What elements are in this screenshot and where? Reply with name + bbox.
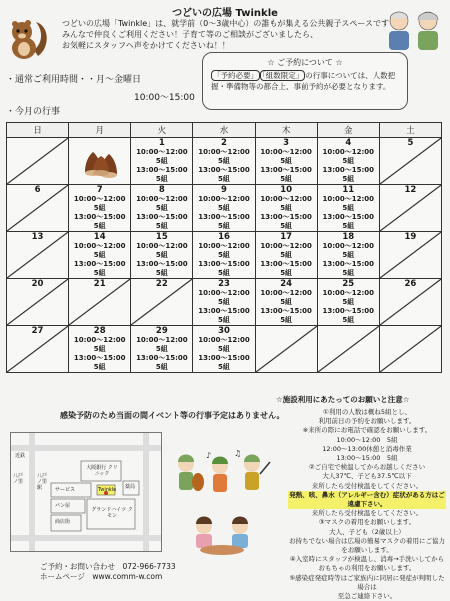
page-title: つどいの広場 Twinkle <box>172 8 278 19</box>
calendar-day-cell <box>193 326 255 373</box>
reservation-tag-limited: 「組数限定」 <box>262 71 304 80</box>
map-label-pharmacy: 薬局 <box>125 484 136 490</box>
day-number: 12 <box>404 185 417 195</box>
day-number: 25 <box>342 279 355 289</box>
svg-text:♫: ♫ <box>234 449 242 458</box>
closed-day-slash <box>380 185 441 231</box>
event-calendar <box>6 122 442 373</box>
calendar-day-cell <box>69 185 131 232</box>
event-time-slot: 10:00～12:00 <box>322 148 375 156</box>
event-time-slot: 10:00～12:00 <box>322 289 375 297</box>
event-time-slot: 10:00～12:00 <box>322 195 375 203</box>
event-time-slot: 13:00～15:00 <box>73 213 126 221</box>
squirrel-illustration <box>4 16 52 62</box>
event-time-slot: 10:00～12:00 <box>322 242 375 250</box>
map-label-shopping-street: 商店街 <box>55 519 71 525</box>
event-time-slot: 10:00～12:00 <box>198 336 250 344</box>
calendar-day-cell <box>255 185 317 232</box>
day-number: 28 <box>93 326 106 336</box>
event-group-limit: 5組 <box>280 251 293 259</box>
event-group-limit: 5組 <box>218 316 230 324</box>
contact-phone: ご予約・お問い合わせ 072-966-7733 <box>40 562 176 571</box>
calendar-day-cell <box>255 279 317 326</box>
calendar-day-cell <box>7 232 69 279</box>
rules-list <box>288 408 446 601</box>
rule-line: 大人37℃、子ども37.5℃以下 <box>322 472 412 481</box>
calendar-day-cell <box>7 185 69 232</box>
calendar-day-cell <box>193 185 255 232</box>
day-number: 18 <box>342 232 355 242</box>
intro-line-1: つどいの広場「Twinkle」は、就学前（0〜3歳中心）の誰もが集える公共親子スペースです <box>62 19 389 28</box>
day-number: 4 <box>345 138 352 148</box>
closed-day-slash <box>7 326 68 372</box>
event-time-slot: 13:00～15:00 <box>198 354 250 362</box>
event-time-slot: 13:00～15:00 <box>73 354 126 362</box>
rule-line: ④入室時にスタッフが検温し、消毒→手洗いしてから <box>289 555 445 564</box>
event-time-slot: 13:00～15:00 <box>136 213 188 221</box>
calendar-day-cell <box>317 138 379 185</box>
closed-day-slash <box>7 232 68 278</box>
event-time-slot: 13:00～15:00 <box>136 260 188 268</box>
rule-line: ③マスクの着用をお願いします。 <box>318 518 416 527</box>
day-number: 26 <box>404 279 417 289</box>
event-time-slot: 13:00～15:00 <box>322 260 375 268</box>
calendar-day-cell <box>255 138 317 185</box>
event-time-slot: 13:00～15:00 <box>198 213 250 221</box>
day-number: 15 <box>155 232 168 242</box>
event-time-slot: 10:00～12:00 <box>198 242 250 250</box>
event-group-limit: 5組 <box>218 363 230 371</box>
access-map <box>10 432 162 552</box>
map-label-bank: 大阪銀行 クリニック <box>86 465 118 477</box>
contact-info <box>40 562 176 582</box>
day-number: 5 <box>407 138 414 148</box>
event-group-limit: 5組 <box>218 298 230 306</box>
rule-line-highlighted: 発熱、咳、鼻水（アレルギー含む）症状がある方はご遠慮下さい。 <box>289 490 445 509</box>
calendar-day-cell <box>7 138 69 185</box>
calendar-day-cell <box>193 138 255 185</box>
map-roads <box>11 433 161 551</box>
event-time-slot: 10:00～12:00 <box>198 289 250 297</box>
event-group-limit: 5組 <box>155 222 168 230</box>
event-time-slot: 13:00～15:00 <box>322 166 375 174</box>
calendar-day-cell <box>131 138 193 185</box>
music-children-illustration <box>168 448 272 496</box>
calendar-weeks <box>7 138 442 373</box>
day-number: 3 <box>283 138 290 148</box>
day-number: 14 <box>93 232 106 242</box>
calendar-day-cell <box>317 185 379 232</box>
calendar-day-cell <box>7 279 69 326</box>
reservation-heading: ☆ ご予約について ☆ <box>267 58 343 67</box>
event-time-slot: 10:00～12:00 <box>73 336 126 344</box>
event-group-limit: 5組 <box>280 204 293 212</box>
event-group-limit: 5組 <box>342 204 355 212</box>
closed-day-slash <box>380 138 441 184</box>
events-heading: ・今月の行事 <box>6 107 61 117</box>
hours-heading: ・通常ご利用時間・・月～金曜日 <box>6 75 142 85</box>
event-time-slot: 10:00～12:00 <box>198 148 250 156</box>
event-group-limit: 5組 <box>342 175 355 183</box>
event-suspension-notice: 感染予防のため当面の間イベント等の行事予定はありません。 <box>60 411 285 420</box>
calendar-day-cell <box>317 232 379 279</box>
day-number: 23 <box>218 279 230 289</box>
map-label-yaenosato: 八戸ノ里 <box>13 473 24 485</box>
calendar-day-cell <box>255 232 317 279</box>
event-time-slot: 10:00～12:00 <box>73 195 126 203</box>
event-group-limit: 5組 <box>93 222 106 230</box>
event-group-limit: 5組 <box>218 157 230 165</box>
day-number: 21 <box>93 279 106 289</box>
event-time-slot: 13:00～15:00 <box>260 260 312 268</box>
rule-line: ①利用の人数は概ね5組とし、 <box>323 408 411 416</box>
weekday-mon: 月 <box>69 123 131 138</box>
rule-line: ※来所の際にお電話で確認をお願いします。 <box>302 426 432 435</box>
closed-day-slash <box>7 138 68 184</box>
closed-day-slash <box>256 326 317 372</box>
event-time-slot: 10:00～12:00 <box>260 148 312 156</box>
calendar-day-cell <box>317 326 379 373</box>
event-group-limit: 5組 <box>155 363 168 371</box>
day-number: 22 <box>155 279 168 289</box>
contact-homepage: ホームページ www.comm-w.com <box>40 572 163 581</box>
day-number: 20 <box>31 279 44 289</box>
calendar-day-cell <box>379 232 441 279</box>
event-time-slot: 10:00～12:00 <box>260 195 312 203</box>
day-number: 30 <box>218 326 230 336</box>
event-group-limit: 5組 <box>342 298 355 306</box>
event-group-limit: 5組 <box>280 222 293 230</box>
closed-day-slash <box>380 232 441 278</box>
event-group-limit: 5組 <box>155 175 168 183</box>
reservation-notice <box>202 52 408 110</box>
event-time-slot: 10:00～12:00 <box>136 336 188 344</box>
event-group-limit: 5組 <box>93 345 106 353</box>
closed-day-slash <box>7 279 68 325</box>
day-number: 17 <box>280 232 293 242</box>
event-group-limit: 5組 <box>218 175 230 183</box>
closed-day-slash <box>318 326 379 372</box>
calendar-day-cell <box>131 232 193 279</box>
day-number: 24 <box>280 279 293 289</box>
day-number: 7 <box>96 185 103 195</box>
rule-line: ⑤感染症発症時等はご家族内に同居に発症が判明した場合は <box>289 573 445 591</box>
weekday-thu: 木 <box>255 123 317 138</box>
calendar-day-cell <box>379 326 441 373</box>
reservation-tag-required: 「予約必要」 <box>213 71 258 80</box>
event-time-slot: 10:00～12:00 <box>136 148 188 156</box>
day-number: 16 <box>218 232 230 242</box>
event-group-limit: 5組 <box>93 251 106 259</box>
event-group-limit: 5組 <box>280 157 293 165</box>
svg-text:♪: ♪ <box>206 451 212 460</box>
event-group-limit: 5組 <box>155 345 168 353</box>
rule-line: 至急ご連絡下さい。 <box>337 592 397 601</box>
event-group-limit: 5組 <box>280 269 293 277</box>
event-time-slot: 13:00～15:00 <box>198 307 250 315</box>
rule-line: 大人、子ども（2歳以上） <box>329 527 405 536</box>
rule-line: ②ご自宅で検温してからお越しください <box>308 463 426 472</box>
event-group-limit: 5組 <box>218 204 230 212</box>
event-group-limit: 5組 <box>342 269 355 277</box>
day-number: 13 <box>31 232 44 242</box>
event-group-limit: 5組 <box>93 269 106 277</box>
event-group-limit: 5組 <box>218 345 230 353</box>
closed-day-slash <box>380 326 441 372</box>
event-time-slot: 13:00～15:00 <box>136 354 188 362</box>
event-time-slot: 10:00～12:00 <box>136 242 188 250</box>
event-group-limit: 5組 <box>155 251 168 259</box>
hours-time: 10:00～15:00 <box>134 93 195 103</box>
event-time-slot: 13:00～15:00 <box>260 166 312 174</box>
calendar-week-row <box>7 279 442 326</box>
weekday-fri: 金 <box>317 123 379 138</box>
weekday-wed: 水 <box>193 123 255 138</box>
day-number: 2 <box>221 138 227 148</box>
map-label-twinkle: Twinkle <box>98 487 117 493</box>
day-number: 11 <box>342 185 355 195</box>
day-number: 27 <box>31 326 44 336</box>
event-group-limit: 5組 <box>93 363 106 371</box>
event-group-limit: 5組 <box>280 175 293 183</box>
weekday-header-row <box>7 123 442 138</box>
closed-day-slash <box>380 279 441 325</box>
reservation-body-rest: 握・準備物等の都合上、事前予約が必要となります。 <box>211 82 391 91</box>
closed-day-slash <box>131 279 192 325</box>
rules-heading: ☆施設利用にあたってのお願いと注意☆ <box>276 395 410 404</box>
event-time-slot: 13:00～15:00 <box>260 307 312 315</box>
calendar-day-cell <box>69 138 131 185</box>
event-time-slot: 13:00～15:00 <box>198 260 250 268</box>
reservation-body-mid: の行事については、人数把 <box>305 71 396 80</box>
map-label-service: サービス <box>55 487 76 493</box>
map-label-bakery: パン屋 <box>55 503 71 509</box>
event-group-limit: 5組 <box>155 157 168 165</box>
rule-line: お持ちでない場合は広場の簡易マスクの着用にご協力をお願いします。 <box>289 536 445 555</box>
calendar-day-cell <box>69 279 131 326</box>
calendar-day-cell <box>69 326 131 373</box>
weekday-tue: 火 <box>131 123 193 138</box>
event-group-limit: 5組 <box>342 222 355 230</box>
event-time-slot: 13:00～15:00 <box>260 213 312 221</box>
calendar-day-cell <box>379 185 441 232</box>
day-number: 6 <box>34 185 41 195</box>
day-number: 9 <box>221 185 227 195</box>
intro-line-2: みんなで仲良くご利用ください！子育て等のご相談がございましたら、 <box>62 30 318 39</box>
event-group-limit: 5組 <box>342 316 355 324</box>
calendar-day-cell <box>131 279 193 326</box>
event-time-slot: 13:00～15:00 <box>136 166 188 174</box>
event-group-limit: 5組 <box>218 269 230 277</box>
day-number: 29 <box>155 326 168 336</box>
calendar-day-cell <box>131 326 193 373</box>
calendar-week-row <box>7 138 442 185</box>
closed-day-slash <box>69 279 130 325</box>
rule-line: 12:00～13:00休憩と消毒作業 <box>322 444 412 453</box>
event-group-limit: 5組 <box>342 157 355 165</box>
rule-line: 来所したら受付検温をしてください。 <box>311 509 423 518</box>
reservation-body <box>211 70 403 92</box>
weekday-sat: 土 <box>379 123 441 138</box>
event-group-limit: 5組 <box>155 204 168 212</box>
seniors-illustration <box>382 8 446 52</box>
rule-line: 10:00～12:00 5組 <box>336 435 398 444</box>
event-group-limit: 5組 <box>93 204 106 212</box>
calendar-day-cell <box>193 232 255 279</box>
event-group-limit: 5組 <box>280 316 293 324</box>
closed-day-slash <box>7 185 68 231</box>
event-group-limit: 5組 <box>155 269 168 277</box>
event-time-slot: 13:00～15:00 <box>198 166 250 174</box>
calendar-week-row <box>7 326 442 373</box>
rule-line: 来所したら受付検温をしてください。 <box>311 481 423 490</box>
calendar-day-cell <box>255 326 317 373</box>
calendar-day-cell <box>7 326 69 373</box>
day-number: 8 <box>158 185 165 195</box>
calendar-day-cell <box>193 279 255 326</box>
weekday-sun: 日 <box>7 123 69 138</box>
rule-line: 13:00～15:00 5組 <box>336 454 398 463</box>
map-label-station: 八戸ノ里駅 <box>37 473 48 491</box>
calendar-day-cell <box>69 232 131 279</box>
day-number: 10 <box>280 185 293 195</box>
intro-line-3: お気軽にスタッフへ声をかけてくださいね！！ <box>62 41 230 50</box>
event-group-limit: 5組 <box>342 251 355 259</box>
event-time-slot: 10:00～12:00 <box>260 289 312 297</box>
event-time-slot: 13:00～15:00 <box>322 213 375 221</box>
event-time-slot: 13:00～15:00 <box>73 260 126 268</box>
calendar-day-cell <box>131 185 193 232</box>
calendar-day-cell <box>379 138 441 185</box>
event-group-limit: 5組 <box>218 222 230 230</box>
event-time-slot: 10:00～12:00 <box>260 242 312 250</box>
event-group-limit: 5組 <box>280 298 293 306</box>
event-time-slot: 13:00～15:00 <box>322 307 375 315</box>
day-number: 1 <box>158 138 165 148</box>
calendar-day-cell <box>317 279 379 326</box>
event-group-limit: 5組 <box>218 251 230 259</box>
chestnut-illustration <box>79 148 123 180</box>
event-time-slot: 10:00～12:00 <box>73 242 126 250</box>
cooking-children-illustration <box>182 512 266 558</box>
calendar-week-row <box>7 185 442 232</box>
event-time-slot: 10:00～12:00 <box>136 195 188 203</box>
map-label-grand-heights: グランドハイツ クモン <box>91 507 133 519</box>
map-label-kintetsu: 近鉄 <box>15 453 26 459</box>
rule-line: おもちゃの利用をお願いします。 <box>318 564 416 573</box>
day-number: 19 <box>404 232 417 242</box>
rule-line: 利用前日の予約をお願いします。 <box>318 417 416 426</box>
calendar-day-cell <box>379 279 441 326</box>
intro-text <box>62 18 392 51</box>
calendar-week-row <box>7 232 442 279</box>
event-time-slot: 10:00～12:00 <box>198 195 250 203</box>
